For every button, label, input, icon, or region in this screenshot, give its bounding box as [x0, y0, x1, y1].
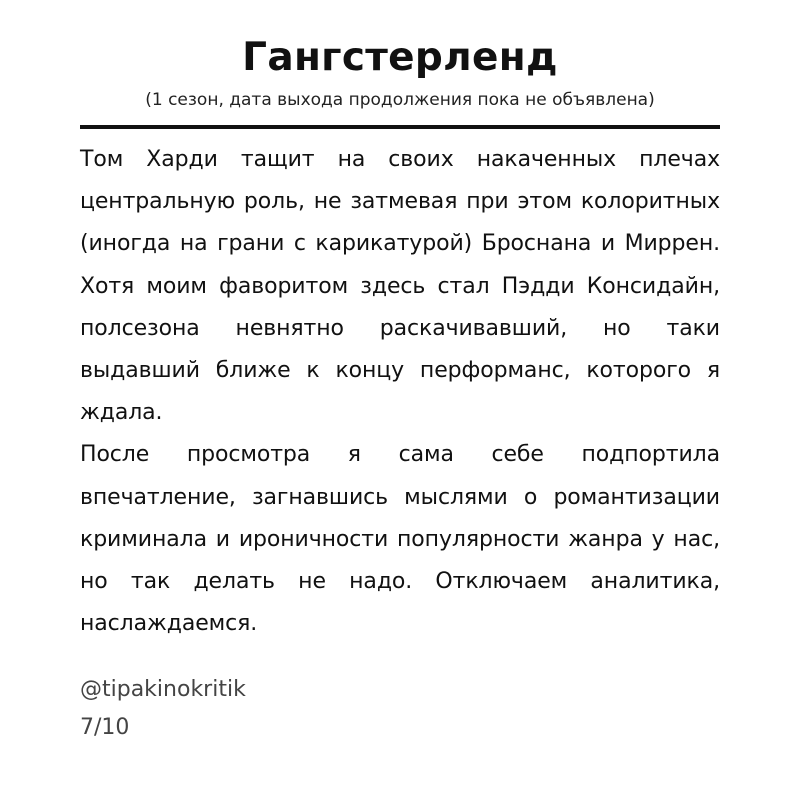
author-handle: @tipakinokritik: [80, 677, 246, 702]
title-divider: [80, 125, 720, 129]
review-paragraph-2: После просмотра я сама себе подпортила впечатление, загнавшись мыслями о романтизации криминала и ироничности популярности жанра у нас, но так делать не надо. Отключаем аналитика, наслаждаемся.: [80, 442, 720, 637]
review-body: [80, 139, 720, 645]
page-title: Гангстерленд: [242, 35, 558, 80]
footer: [80, 671, 720, 747]
rating: 7/10: [80, 715, 130, 740]
page-subtitle: (1 сезон, дата выхода продолжения пока не объявлена): [145, 90, 655, 110]
review-paragraph-1: Том Харди тащит на своих накаченных плечах центральную роль, не затмевая при этом колоритных (иногда на грани с карикатурой) Броснана и Миррен. Хотя моим фаворитом здесь стал Пэдди Консидайн, полсезона невнятно раскачивавший, но таки выдавший ближе к концу перформанс, которого я ждала.: [80, 147, 720, 426]
